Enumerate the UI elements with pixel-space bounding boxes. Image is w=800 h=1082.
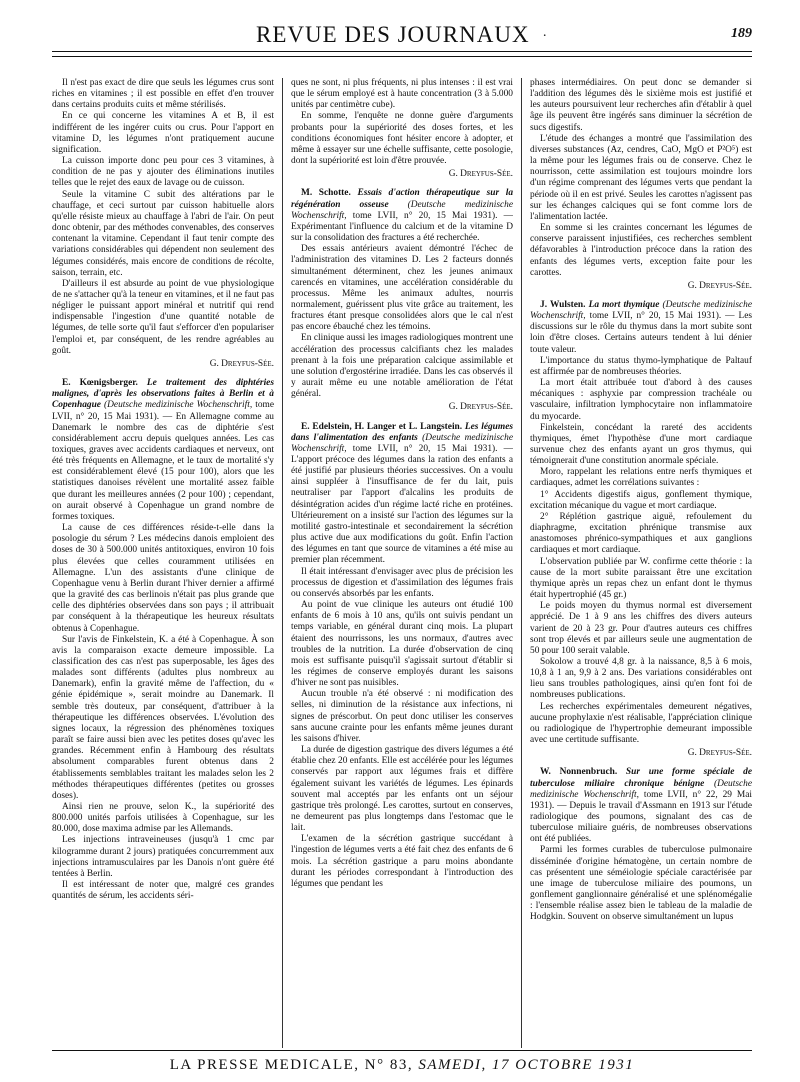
paragraph: 1° Accidents digestifs aigus, gonflement thymique, excitation mécanique du vague et mort cardiaque. — [530, 489, 752, 511]
article-title: La mort thymique — [588, 299, 660, 310]
column-1 — [52, 78, 274, 1048]
article-heading — [291, 188, 513, 244]
article-source: (Deutsche medizinische Wochenschrift, — [291, 432, 513, 454]
paragraph: Sokolow a trouvé 4,8 gr. à la naissance, 8,5 à 6 mois, 10,8 à 1 an, 9,9 à 2 ans. Des variations considérables ont lieu sans troubles pathologiques, ainsi qu'en font foi de nombreuses publications. — [530, 656, 752, 701]
column-3 — [530, 78, 752, 1048]
paragraph: Il est intéressant de noter que, malgré ces grandes quantités de sérum, les accidents séri- — [52, 880, 274, 902]
paragraph: — Depuis le travail d'Assmann en 1913 sur l'étude radiologique des poumons, signalant des cas de tuberculose miliaire guéris, de nombreuses observations ont été publiées. — [530, 800, 752, 845]
paragraph: D'ailleurs il est absurde au point de vue physiologique de ne s'attacher qu'à la teneur en vitamines, et il ne faut pas négliger le puissant apport minéral et nutritif qui rend indispensable l'ingestion d'une quantité notable de légumes, de telle sorte qu'il faut s'efforcer d'en populariser l'emploi et, par conséquent, de les rendre agréables au goût. — [52, 278, 274, 356]
paragraph: Des essais antérieurs avaient démontré l'échec de l'administration des vitamines D. Les 2 facteurs donnés simultanément déterminent, chez les jeunes animaux carencés en vitamines, une accélération considérable du processus. Même les animaux adultes, nourris normalement, guérissent plus vite grâce au traitement, les fractures étant presque consolidées alors que le cal n'est pas encore ébauché chez les témoins. — [291, 244, 513, 333]
paragraph: En somme, l'enquête ne donne guère d'arguments probants pour la supériorité des doses fortes, et les conditions économiques font hésiter encore à adopter, et même à essayer sur une échelle suffisante, cette posologie, dont la supériorité est loin d'être prouvée. — [291, 111, 513, 167]
article-author: M. Schotte. — [301, 188, 351, 199]
running-footer — [52, 1057, 752, 1074]
paragraph: Parmi les formes curables de tuberculose pulmonaire disséminée d'origine hématogène, un certain nombre de cas présentent une séméiologie spéciale caractérisée par une image de tuberculose miliaire des poumons, un gonflement ganglionnaire généralisé et une splénomégalie : l'ensemble réalise assez bien le tableau de la maladie de Hodgkin. Souvent on observe simultanément un lupus — [530, 845, 752, 923]
footer-journal: LA PRESSE MEDICALE, N° 83, — [169, 1057, 414, 1073]
paragraph: — L'apport précoce des légumes dans la ration des enfants a été justifié par plusieurs théories successives. On a voulu ainsi suppléer à l'insuffisance de fer du lait, puis neutraliser par l'apport d'alcalins les produits de désintégration acides d'un régime lacté riche en protéines. Ultérieurement on a insisté sur l'action des légumes sur la motilité gastro-intestinale et secondairement la sécrétion plus active due aux modifications du goût. Enfin l'action des légumes en tant que source de vitamines a été mise au premier plan récemment. — [291, 443, 513, 566]
article-title: Le traitement des diphtéries malignes, d'après les observations faites à Berlin et à Copenhague — [52, 378, 274, 411]
article-author: J. Wulsten. — [540, 299, 586, 310]
paragraph: — Les discussions sur le rôle du thymus dans la mort subite sont loin d'être closes. Certains auteurs tendent à lui dénier toute valeur. — [530, 311, 752, 355]
paragraph: L'importance du status thymo-lymphatique de Paltauf est affirmée par de nombreuses théories. — [530, 355, 752, 377]
article-heading — [291, 422, 513, 567]
paragraph: phases intermédiaires. On peut donc se demander si l'addition des légumes dès le sixième mois est justifié et les auteurs poursuivent leur recherches afin d'établir à quel âge ils peuvent être ingérés sans diminuer la sécrétion de sucs digestifs. — [530, 78, 752, 133]
paragraph: L'observation publiée par W. confirme cette théorie : la cause de la mort subite paraissant être une excitation thymique après un repas chez un enfant dont le thymus était hypertrophié (45 gr.) — [530, 556, 752, 601]
article-title: Les légumes dans l'alimentation des enfants — [291, 421, 513, 443]
article-heading — [530, 300, 752, 356]
paragraph: L'étude des échanges a montré que l'assimilation des diverses substances (Az, cendres, CaO, MgO et P²O⁵) est la même pour les légumes frais ou de conserve. Chez le nourrisson, cette assimilation est toujours moindre lors d'un régime comprenant des légumes verts que pendant la période où il en est privé. Seules les carottes n'agissent pas sur les échanges calciques qui se font comme lors de l'alimentation lactée. — [530, 133, 752, 222]
article-reference: tome LVII, n° 20, 15 Mai 1931). — [52, 400, 274, 422]
footer-rule — [52, 1050, 752, 1051]
article-source: (Deutsche medizinische Wochenschrift, — [530, 299, 752, 322]
signature: G. Dreyfus-Sée. — [209, 358, 274, 369]
header-rule-bottom — [52, 56, 752, 57]
article-author: E. Edelstein, H. Langer et L. Langstein. — [301, 421, 463, 432]
paragraph: Finkelstein, concédant la rareté des accidents thymiques, émet l'hypothèse d'une mort cardiaque survenue chez des enfants ayant un gros thymus, qui témoignerait d'une constitution anormale spéciale. — [530, 422, 752, 467]
article-author: E. Kœnigsberger. — [62, 378, 138, 389]
journal-section-title: REVUE DES JOURNAUX · — [256, 22, 548, 47]
article-title: Essais d'action thérapeutique sur la régénération osseuse — [291, 188, 513, 210]
header-rule-top — [52, 51, 752, 52]
article-author: W. Nonnenbruch. — [540, 767, 618, 778]
paragraph: Au point de vue clinique les auteurs ont étudié 100 enfants de 6 mois à 10 ans, qu'ils ont suivis pendant un temps variable, en général durant cinq mois. La plupart étaient des nourrissons, les uns normaux, d'autres avec troubles de la nutrition. La durée d'observation de cinq mois est suffisante puisqu'il s'agissait surtout d'établir si les régimes de conserve employés durant les saisons d'hiver ne sont pas nuisibles. — [291, 600, 513, 689]
article-heading — [530, 767, 752, 845]
paragraph: Les recherches expérimentales demeurent négatives, aucune prophylaxie n'est réalisable, l'appréciation clinique ou radiologique de l'hypertrophie demeurant impossible avec une certitude suffisante. — [530, 701, 752, 746]
article-source: (Deutsche medizinische Wochenschrift, — [104, 400, 253, 411]
paragraph: Seule la vitamine C subit des altérations par le chauffage, et ceci surtout par cuisson habituelle alors qu'elle résiste mieux au chauffage à l'abri de l'air. On peut donc obtenir, par des méthodes convenables, des conserves contenant la vitamine. Cependant il faut tenir compte des variations considérables qui dépendent non seulement des légumes considérés, mais encore de conditions de récolte, saison, terrain, etc. — [52, 189, 274, 278]
signature: G. Dreyfus-Sée. — [687, 748, 752, 759]
paragraph: 2° Réplétion gastrique aiguë, refoulement du diaphragme, excitation phrénique transmise aux anastomoses phrénico-sympathiques et aux ganglions cardiaques et mort cardiaque. — [530, 511, 752, 556]
article-source: (Deutsche medizinische Wochenschrift, — [291, 199, 513, 221]
paragraph: En somme si les craintes concernant les légumes de conserve paraissent injustifiées, ces recherches semblent défavorables à l'introduction précoce dans la ration des enfants des légumes verts, exception faite pour les carottes. — [530, 223, 752, 278]
paragraph: Ainsi rien ne prouve, selon K., la supériorité des 800.000 unités parfois utilisées à Copenhague, sur les 80.000, dose maxima admise par les Allemands. — [52, 802, 274, 835]
signature: G. Dreyfus-Sée. — [687, 280, 752, 291]
column-divider-2 — [521, 78, 522, 1048]
paragraph: — En Allemagne comme au Danemark le nombre des cas de diphtérie s'est considérablement accru depuis quelques années. Les cas toxiques, graves avec accidents cardiaques et nerveux, ont été très fréquents en Allemagne, et le taux de mortalité s'y est considérablement élevé (15 pour 100), alors que les statistiques danoises révèlent une mortalité assez faible que durant les meilleures années (2 pour 100) ; cependant, on aurait observé à Copenhague un grand nombre de formes toxiques. — [52, 411, 274, 522]
paragraph: Moro, rappelant les relations entre nerfs thymiques et cardiaques, admet les corrélations suivantes : — [530, 467, 752, 489]
paragraph: Aucun trouble n'a été observé : ni modification des selles, ni diminution de la résistance aux infections, ni signes de préscorbut. On peut donc utiliser les conserves sans aucune crainte pour les enfants même jeunes durant les saisons d'hiver. — [291, 689, 513, 744]
article-reference: tome LVII, n° 20, 15 Mai 1931). — [352, 210, 498, 221]
column-divider-1 — [282, 78, 283, 1048]
article-source: (Deutsche medizinische Wochenschrift, — [530, 778, 752, 800]
article-reference: tome LVII, n° 20, 15 Mai 1931). — [352, 443, 498, 454]
page-number: 189 — [731, 26, 752, 41]
paragraph: Il n'est pas exact de dire que seuls les légumes crus sont riches en vitamines ; il est possible en effet d'en trouver dans certains produits cuits et même stérilisés. — [52, 78, 274, 111]
paragraph: La cause de ces différences réside-t-elle dans la posologie du sérum ? Les médecins danois emploient des doses de 30 à 500.000 unités antitoxiques, environ 10 fois plus élevées que celles couramment utilisées en Allemagne. L'un des assistants d'une clinique de Copenhague venu à Berlin durant l'hiver dernier a affirmé que la gravité des cas berlinois n'était pas plus grande que celle des diphtéries observées dans son pays ; il attribuait par conséquent à la thérapeutique les heureux résultats obtenus à Copenhague. — [52, 523, 274, 634]
article-heading — [52, 378, 274, 523]
paragraph: L'examen de la sécrétion gastrique succédant à l'ingestion de légumes verts a été fait chez des enfants de 6 mois. La sécrétion gastrique a paru moins abondante durant les périodes correspondant à l'introduction des légumes que pendant les — [291, 834, 513, 889]
column-2 — [291, 78, 513, 1048]
article-columns — [52, 78, 752, 1048]
running-header — [52, 22, 752, 48]
signature: G. Dreyfus-Sée. — [448, 402, 513, 413]
paragraph: En clinique aussi les images radiologiques montrent une accélération des processus calcifiants chez les malades prenant à la fois une préparation calcique assimilable et une solution d'ergostérine irradiée. Dans les cas observés il y aurait même eu une notable amélioration de l'état général. — [291, 333, 513, 400]
paragraph: La cuisson importe donc peu pour ces 3 vitamines, à condition de ne pas y ajouter des éliminations inutiles telles que le rejet des eaux de lavage ou de cuisson. — [52, 156, 274, 189]
article-reference: tome LVII, n° 22, 29 Mai 1931). — [530, 789, 752, 811]
paragraph: La durée de digestion gastrique des divers légumes a été établie chez 20 enfants. Elle est accélérée pour les légumes conservés par rapport aux légumes frais et diffère également suivant les variétés de légumes. Les épinards souvent mal acceptés par les enfants ont un séjour gastrique très prolongé. Les carottes, surtout en conserves, ne demeurent pas plus longtemps dans l'estomac que le lait. — [291, 745, 513, 834]
paragraph: La mort était attribuée tout d'abord à des causes mécaniques : asphyxie par compression trachéale ou vasculaire, infiltration lymphocytaire non inflammatoire du myocarde. — [530, 378, 752, 422]
paragraph: ques ne sont, ni plus fréquents, ni plus intenses : il est vrai que le sérum employé est à haute concentration (3 à 5.000 unités par centimètre cube). — [291, 78, 513, 111]
paragraph: En ce qui concerne les vitamines A et B, il est indifférent de les ingérer cuits ou crus. Pour l'apport en vitamine D, les légumes n'ont pratiquement aucune signification. — [52, 111, 274, 155]
footer-date: SAMEDI, 17 OCTOBRE 1931 — [418, 1057, 635, 1073]
paragraph: — Expérimentant l'influence du calcium et de la vitamine D sur la consolidation des fractures a été recherchée. — [291, 210, 513, 244]
article-title: Sur une forme spéciale de tuberculose miliaire chronique bénigne — [530, 767, 752, 789]
article-reference: tome LVII, n° 20, 15 Mai 1931). — [589, 311, 722, 322]
paragraph: Les injections intraveineuses (jusqu'à 1 cmc par kilogramme durant 2 jours) pratiquées concurremment aux injections intramusculaires par les Danois n'ont guère été tentées à Berlin. — [52, 835, 274, 879]
paragraph: Sur l'avis de Finkelstein, K. a été à Copenhague. À son avis la comparaison exacte demeure impossible. La classification des cas n'est pas superposable, les âges des malades sont différents (adultes plus nombreux au Danemark), enfin la gravité même de l'affection, du « génie épidémique », serait moindre au Danemark. Il semble très douteux, par conséquent, d'attribuer à la thérapeutique les différences observées. L'évolution des signes locaux, la régression des phénomènes toxiques paraît se faire aussi bien avec les petites doses qu'avec les grandes. Récemment enfin à Hambourg des résultats absolument comparables furent obtenus dans 2 établissements semblables traitant les malades selon les 2 méthodes thérapeutiques différentes (petites ou grosses doses). — [52, 634, 274, 801]
signature: G. Dreyfus-Sée. — [448, 169, 513, 180]
paragraph: Le poids moyen du thymus normal est diversement apprécié. De 1 à 9 ans les chiffres des divers auteurs varient de 20 à 23 gr. Pour d'autres auteurs ces chiffres sont trop élevés et par ailleurs seule une augmentation de 50 pour 100 serait valable. — [530, 601, 752, 656]
paragraph: Il était intéressant d'envisager avec plus de précision les processus de digestion et d'assimilation des légumes frais ou conservés absorbés par les enfants. — [291, 566, 513, 599]
